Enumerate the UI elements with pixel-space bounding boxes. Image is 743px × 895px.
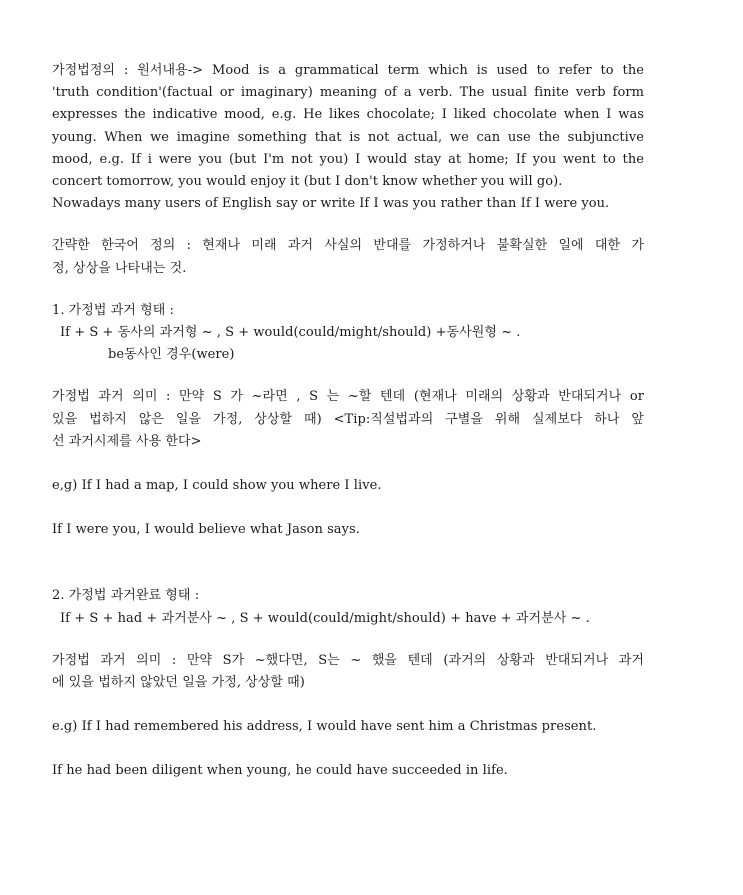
definition-paragraph: [52, 60, 644, 215]
korean-definition-line: 간략한 한국어 정의 : 현재나 미래 과거 사실의 반대를 가정하거나 불확실한 일에 대한 가: [52, 238, 644, 254]
section1-meaning-line: 선 과거시제를 사용 한다>: [52, 433, 202, 449]
korean-definition-paragraph: [52, 235, 644, 279]
korean-definition-line: 정, 상상을 나타내는 것.: [52, 260, 187, 276]
spacer: [52, 366, 644, 386]
definition-line: Nowadays many users of English say or write If I was you rather than If I were you.: [52, 196, 610, 212]
section1-heading: 1. 가정법 과거 형태 :: [52, 302, 174, 318]
section1-example-1: [52, 475, 644, 497]
example-sentence: If he had been diligent when young, he could have succeeded in life.: [52, 763, 508, 779]
section2-formula: If + S + had + 과거분사 ~ , S + would(could/might/should) + have + 과거분사 ~ .: [60, 610, 590, 626]
section1-note: be동사인 경우(were): [108, 347, 235, 363]
definition-line: 'truth condition'(factual or imaginary) meaning of a verb. The usual finite verb form: [52, 85, 644, 101]
section2-meaning: [52, 650, 644, 694]
section2-example-1: [52, 716, 644, 738]
definition-line: 가정법정의 : 원서내용-> Mood is a grammatical term which is used to refer to the: [52, 63, 644, 78]
section2-example-2: [52, 760, 644, 782]
section1-meaning: [52, 386, 644, 453]
spacer: [52, 630, 644, 650]
definition-line: mood, e.g. If i were you (but I'm not you) I would stay at home; If you went to the: [52, 151, 644, 167]
section1-meaning-line: 가정법 과거 의미 : 만약 S 가 ~라면 , S 는 ~할 텐데 (현재나 미래의 상황과 반대되거나 or: [52, 389, 644, 405]
section2: [52, 585, 644, 629]
section1-formula: If + S + 동사의 과거형 ~ , S + would(could/might/should) +동사원형 ~ .: [60, 325, 521, 341]
section2-heading: 2. 가정법 과거완료 형태 :: [52, 588, 200, 604]
section2-meaning-line: 에 있을 법하지 않았던 일을 가정, 상상할 때): [52, 675, 305, 691]
section1: [52, 300, 644, 367]
spacer: [52, 215, 644, 235]
document-page: [52, 60, 644, 783]
section1-example-2: [52, 519, 644, 541]
spacer: [52, 694, 644, 716]
definition-line: young. When we imagine something that is not actual, we can use the subjunctive: [52, 129, 644, 145]
example-sentence: e.g) If I had remembered his address, I would have sent him a Christmas present.: [52, 719, 597, 735]
section1-meaning-line: 있을 법하지 않은 일을 가정, 상상할 때) <Tip:직설법과의 구별을 위해 실제보다 하나 앞: [52, 411, 644, 427]
definition-line: concert tomorrow, you would enjoy it (but I don't know whether you will go).: [52, 174, 563, 190]
definition-line: expresses the indicative mood, e.g. He likes chocolate; I liked chocolate when I was: [52, 107, 644, 123]
spacer: [52, 541, 644, 585]
spacer: [52, 280, 644, 300]
example-sentence: e,g) If I had a map, I could show you where I live.: [52, 478, 382, 494]
spacer: [52, 453, 644, 475]
section2-meaning-line: 가정법 과거 의미 : 만약 S가 ~했다면, S는 ~ 했을 텐데 (과거의 상황과 반대되거나 과거: [52, 652, 644, 668]
spacer: [52, 497, 644, 519]
spacer: [52, 738, 644, 760]
example-sentence: If I were you, I would believe what Jason says.: [52, 522, 360, 538]
